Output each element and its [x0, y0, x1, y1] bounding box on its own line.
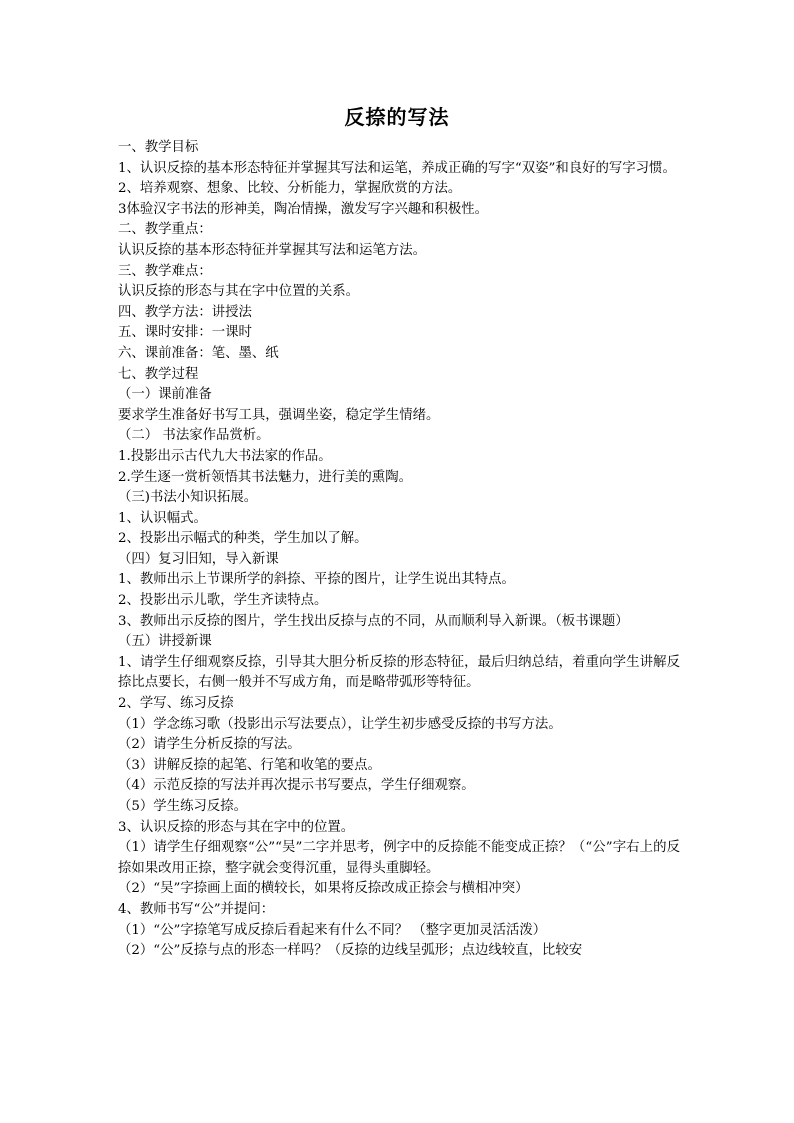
- paragraph-line: 2、投影出示幅式的种类，学生加以了解。: [118, 531, 368, 547]
- section-heading: 二、教学重点：: [118, 222, 212, 238]
- paragraph-line: 3体验汉字书法的形神美，陶冶情操，激发写字兴趣和积极性。: [118, 201, 489, 217]
- section-heading: 七、教学过程: [118, 366, 199, 382]
- section-heading: 六、课前准备：笔、墨、纸: [118, 345, 279, 361]
- subsection-heading: （四）复习旧知，导入新课: [118, 551, 279, 567]
- list-item: （2）“吴”字捺画上面的横较长，如果将反捺改成正捺会与横相冲突）: [118, 881, 529, 897]
- list-item: （1）请学生仔细观察“公”“吴”二字并思考，例字中的反捺能不能变成正捺？（“公”字右上的反捺如果改用正捺，整字就会变得沉重，显得头重脚轻。: [118, 840, 680, 876]
- section-heading: 四、教学方法：讲授法: [118, 304, 252, 320]
- section-heading: 一、教学目标: [118, 140, 199, 155]
- list-item: （5）学生练习反捺。: [118, 799, 248, 814]
- paragraph-line: 4、教师书写“公”并提问：: [118, 901, 275, 917]
- paragraph-line: 认识反捺的形态与其在字中位置的关系。: [118, 284, 360, 300]
- paragraph-line: 1、请学生仔细观察反捺，引导其大胆分析反捺的形态特征，最后归纳总结，着重向学生讲解反捺比点要长，右侧一般并不写成方角，而是略带弧形等特征。: [118, 654, 680, 691]
- list-item: （1）学念练习歌（投影出示写法要点），让学生初步感受反捺的书写方法。: [118, 716, 562, 732]
- subsection-heading: （五）讲授新课: [118, 634, 212, 650]
- document-title: 反捺的写法: [344, 105, 450, 129]
- subsection-heading: （二） 书法家作品赏析。: [118, 428, 270, 444]
- section-heading: 五、课时安排：一课时: [118, 325, 252, 341]
- paragraph-line: 要求学生准备好书写工具，强调坐姿，稳定学生情绪。: [118, 407, 440, 423]
- list-item: （3）讲解反捺的起笔、行笔和收笔的要点。: [118, 757, 381, 773]
- list-item: （1）“公”字捺笔写成反捺后看起来有什么不同？ （整字更加灵活活泼）: [118, 922, 547, 938]
- paragraph-line: 1、认识幅式。: [118, 510, 207, 526]
- paragraph-line: 3、教师出示反捺的图片，学生找出反捺与点的不同，从而顺利导入新课。（板书课题）: [118, 613, 629, 629]
- paragraph-line: 2.学生逐一赏析领悟其书法魅力，进行美的熏陶。: [118, 469, 412, 485]
- paragraph-line: 3、认识反捺的形态与其在字中的位置。: [118, 819, 355, 835]
- subsection-heading: （三)书法小知识拓展。: [118, 490, 258, 506]
- paragraph-line: 2、投影出示儿歌，学生齐读特点。: [118, 593, 328, 609]
- paragraph-line: 2、培养观察、想象、比较、分析能力，掌握欣赏的方法。: [118, 181, 462, 197]
- paragraph-line: 2、学写、练习反捺: [118, 696, 234, 712]
- subsection-heading: （一）课前准备: [118, 387, 212, 403]
- document-body: [118, 138, 680, 962]
- list-item: （2）“公”反捺与点的形态一样吗？（反捺的边线呈弧形；点边线较直，比较安: [118, 943, 583, 959]
- paragraph-line: 认识反捺的基本形态特征并掌握其写法和运笔方法。: [118, 242, 426, 258]
- paragraph-line: 1.投影出示古代九大书法家的作品。: [118, 448, 332, 464]
- paragraph-line: 1、认识反捺的基本形态特征并掌握其写法和运笔，养成正确的写字“双姿”和良好的写字习惯。: [118, 160, 676, 176]
- section-heading: 三、教学难点：: [118, 263, 212, 279]
- list-item: （4）示范反捺的写法并再次提示书写要点，学生仔细观察。: [118, 778, 475, 794]
- paragraph-line: 1、教师出示上节课所学的斜捺、平捺的图片，让学生说出其特点。: [118, 572, 515, 588]
- list-item: （2）请学生分析反捺的写法。: [118, 737, 301, 753]
